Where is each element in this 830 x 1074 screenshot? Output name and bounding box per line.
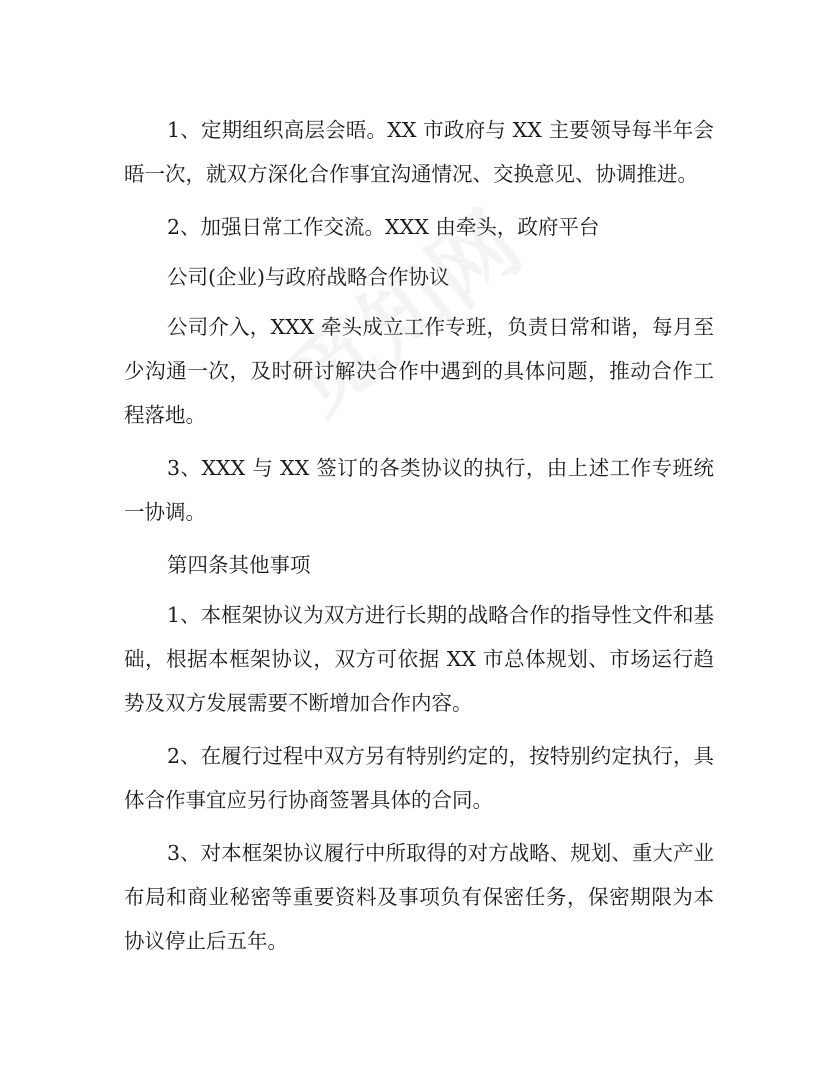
paragraph-heading-agreement: 公司(企业)与政府战略合作协议 [167,265,450,289]
paragraph-confidentiality: 3、对本框架协议履行中所取得的对方战略、规划、重大产业布局和商业秘密等重要资料及事项负有保密任务，保密期限为本协议停止后五年。 [124,841,714,953]
paragraph-meetings: 1、定期组织高层会晤。XX 市政府与 XX 主要领导每半年会晤一次，就双方深化合作事宜沟通情况、交换意见、协调推进。 [124,118,714,186]
section-heading-other-matters: 第四条其他事项 [167,553,311,577]
document-body [124,108,714,972]
paragraph-special-agreements: 2、在履行过程中双方另有特别约定的，按特别约定执行，具体合作事宜应另行协商签署具体的合同。 [124,744,714,812]
paragraph-agreement-execution: 3、XXX 与 XX 签订的各类协议的执行，由上述工作专班统一协调。 [124,456,714,524]
paragraph-task-force: 公司介入，XXX 牵头成立工作专班，负责日常和谐，每月至少沟通一次，及时研讨解决合作中遇到的具体问题，推动合作工程落地。 [124,315,714,427]
paragraph-framework-basis: 1、本框架协议为双方进行长期的战略合作的指导性文件和基础，根据本框架协议，双方可依据 XX 市总体规划、市场运行趋势及双方发展需要不断增加合作内容。 [124,603,714,715]
paragraph-daily-exchange: 2、加强日常工作交流。XXX 由牵头，政府平台 [167,215,600,239]
